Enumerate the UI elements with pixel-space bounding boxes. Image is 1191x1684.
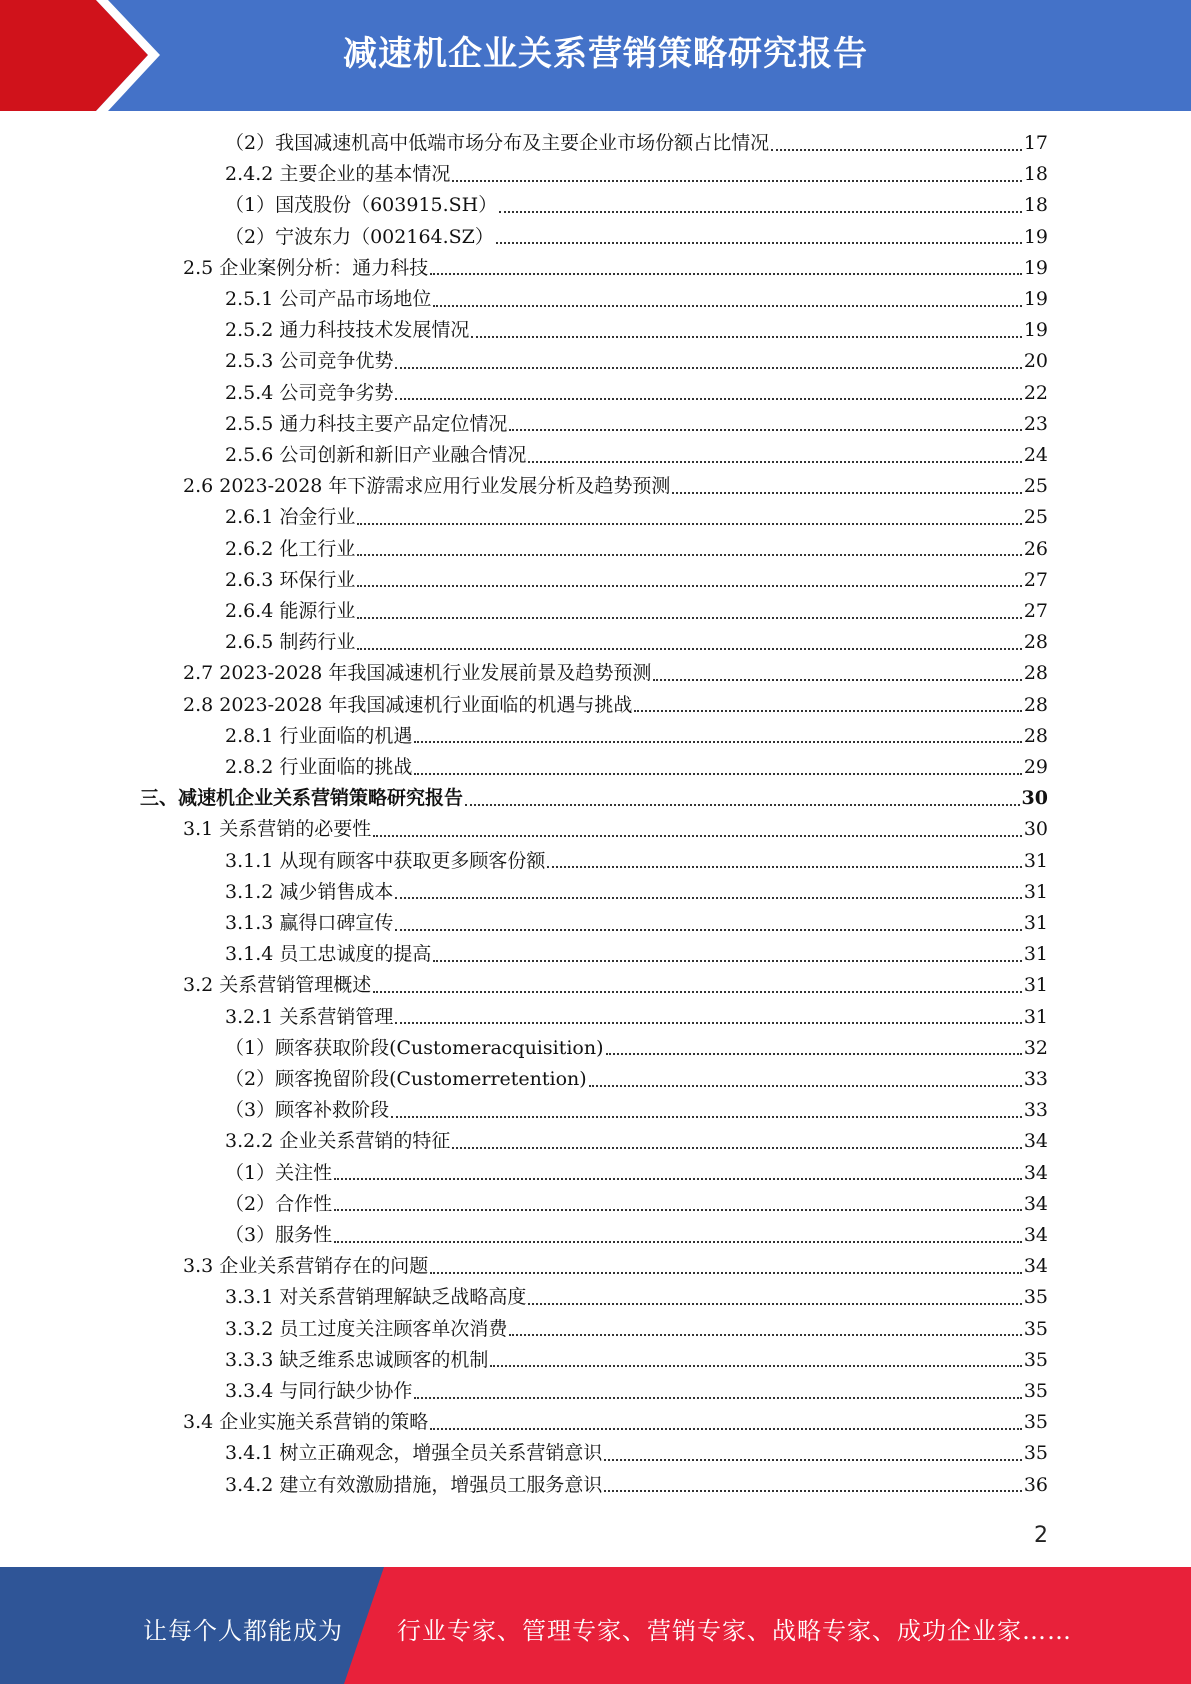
toc-entry-label: （1）关注性: [225, 1161, 333, 1184]
toc-entry-label: 2.5 企业案例分析：通力科技: [183, 256, 429, 279]
toc-entry[interactable]: [225, 1376, 1048, 1407]
toc-entry[interactable]: [225, 190, 1048, 221]
toc-entry[interactable]: [225, 1126, 1048, 1157]
toc-entry-page: 34: [1023, 1224, 1048, 1246]
toc-entry-label: 3.3 企业关系营销存在的问题: [183, 1255, 429, 1278]
toc-entry-label: 2.8.2 行业面临的挑战: [225, 756, 413, 778]
toc-entry-label: 2.6 2023-2028 年下游需求应用行业发展分析及趋势预测: [183, 475, 671, 498]
toc-entry-label: 3.1.4 员工忠诚度的提高: [225, 943, 432, 966]
toc-entry-page: 27: [1023, 600, 1048, 622]
toc-entry-label: 3.1.2 减少销售成本: [225, 880, 394, 903]
toc-entry-label: 3.4 企业实施关系营销的策略: [183, 1411, 429, 1434]
toc-entry-label: 2.5.5 通力科技主要产品定位情况: [225, 412, 508, 435]
toc-entry-label: 2.6.1 冶金行业: [225, 506, 356, 529]
toc-entry-page: 30: [1023, 818, 1048, 841]
toc-entry-page: 34: [1023, 1161, 1048, 1184]
toc-entry-label: 3.2.1 关系营销管理: [225, 1005, 394, 1028]
toc-dot-leader: [395, 367, 1021, 369]
toc-dot-leader: [414, 1397, 1021, 1399]
footer-slogan-right: 行业专家、管理专家、营销专家、战略专家、成功企业家……: [397, 1617, 1072, 1645]
toc-entry-page: 18: [1023, 194, 1048, 217]
toc-entry-label: （2）我国减速机高中低端市场分布及主要企业市场份额占比情况: [225, 132, 770, 154]
toc-dot-leader: [430, 1272, 1022, 1274]
toc-entry-page: 26: [1023, 537, 1048, 560]
toc-entry-label: 3.4.1 树立正确观念，增强全员关系营销意识: [225, 1442, 603, 1465]
toc-entry-label: 2.7 2023-2028 年我国减速机行业发展前景及趋势预测: [183, 662, 652, 685]
footer-slogan-left: 让每个人都能成为: [143, 1617, 343, 1645]
toc-entry-label: 3.4.2 建立有效激励措施，增强员工服务意识: [225, 1473, 603, 1496]
toc-entry[interactable]: [183, 253, 1048, 284]
toc-entry-label: 2.5.1 公司产品市场地位: [225, 288, 432, 310]
toc-entry[interactable]: [225, 627, 1048, 658]
toc-dot-leader: [653, 679, 1021, 681]
toc-entry[interactable]: [225, 1095, 1048, 1126]
header-title: 减速机企业关系营销策略研究报告: [343, 34, 868, 74]
toc-entry[interactable]: [225, 346, 1048, 377]
toc-entry-page: 33: [1023, 1099, 1048, 1122]
toc-entry[interactable]: [225, 1220, 1048, 1251]
toc-entry-label: （1）国茂股份（603915.SH）: [225, 194, 498, 217]
toc-entry-page: 28: [1023, 724, 1048, 747]
toc-entry-label: 3.3.1 对关系营销理解缺乏战略高度: [225, 1286, 527, 1309]
toc-entry-page: 22: [1023, 381, 1048, 404]
toc-entry-label: 3.2 关系营销管理概述: [183, 974, 372, 997]
toc-entry-label: 2.5.6 公司创新和新旧产业融合情况: [225, 444, 527, 466]
toc-entry[interactable]: [183, 658, 1048, 689]
toc-entry-label: 2.4.2 主要企业的基本情况: [225, 163, 451, 186]
toc-entry-page: 19: [1023, 225, 1048, 248]
toc-dot-leader: [373, 835, 1022, 837]
toc-entry-label: 2.8.1 行业面临的机遇: [225, 724, 413, 747]
toc-dot-leader: [589, 1085, 1022, 1087]
toc-entry[interactable]: [225, 721, 1048, 752]
toc-entry-page: 19: [1023, 319, 1048, 342]
toc-entry[interactable]: [225, 1033, 1048, 1064]
toc-dot-leader: [334, 1209, 1022, 1211]
toc-entry-page: 31: [1023, 849, 1048, 872]
toc-dot-leader: [357, 585, 1021, 587]
toc-dot-leader: [357, 648, 1021, 650]
toc-entry[interactable]: [183, 1251, 1048, 1282]
toc-dot-leader: [465, 804, 1020, 806]
toc-entry-page: 31: [1023, 912, 1048, 934]
toc-entry-page: 28: [1023, 631, 1048, 654]
toc-entry[interactable]: [183, 970, 1048, 1001]
toc-entry-label: 2.6.2 化工行业: [225, 537, 356, 560]
toc-entry[interactable]: [225, 502, 1048, 533]
toc-entry[interactable]: [225, 752, 1048, 783]
toc-entry-page: 33: [1023, 1068, 1048, 1090]
toc-entry[interactable]: [225, 565, 1048, 596]
toc-entry-page: 23: [1023, 412, 1048, 435]
toc-entry-page: 25: [1023, 475, 1048, 498]
toc-entry[interactable]: [225, 409, 1048, 440]
toc-dot-leader: [357, 617, 1021, 619]
toc-entry[interactable]: [225, 1314, 1048, 1345]
toc-dot-leader: [528, 1303, 1021, 1305]
toc-entry-page: 24: [1023, 444, 1048, 466]
toc-entry-page: 31: [1023, 943, 1048, 966]
toc-entry-page: 29: [1023, 756, 1048, 778]
toc-entry[interactable]: [225, 908, 1048, 939]
toc-entry-page: 35: [1023, 1411, 1048, 1434]
toc-dot-leader: [634, 710, 1021, 712]
toc-entry-page: 19: [1023, 288, 1048, 310]
toc-entry-label: （3）顾客补救阶段: [225, 1099, 390, 1122]
toc-entry-page: 31: [1023, 880, 1048, 903]
toc-entry-page: 32: [1023, 1036, 1048, 1059]
toc-entry[interactable]: [225, 128, 1048, 159]
toc-dot-leader: [395, 897, 1021, 899]
toc-entry-label: 3.2.2 企业关系营销的特征: [225, 1130, 451, 1153]
toc-dot-leader: [490, 1365, 1021, 1367]
toc-entry[interactable]: [225, 877, 1048, 908]
toc-entry[interactable]: [225, 1282, 1048, 1313]
toc-entry-page: 31: [1023, 974, 1048, 997]
toc-dot-leader: [395, 1022, 1021, 1024]
toc-entry[interactable]: [140, 783, 1048, 814]
toc-dot-leader: [430, 1428, 1022, 1430]
toc-entry[interactable]: [183, 814, 1048, 845]
toc-entry-label: 2.5.3 公司竞争优势: [225, 350, 394, 373]
toc-entry-label: 3.3.2 员工过度关注顾客单次消费: [225, 1317, 508, 1340]
toc-dot-leader: [547, 866, 1021, 868]
toc-entry-label: 3.1.1 从现有顾客中获取更多顾客份额: [225, 849, 546, 872]
toc-dot-leader: [391, 1116, 1022, 1118]
toc-entry[interactable]: [225, 1345, 1048, 1376]
toc-dot-leader: [334, 1241, 1022, 1243]
toc-entry-page: 28: [1023, 693, 1048, 716]
toc-dot-leader: [499, 211, 1022, 213]
toc-entry-label: （2）宁波东力（002164.SZ）: [225, 225, 494, 248]
toc-entry[interactable]: [225, 1189, 1048, 1220]
toc-entry-page: 20: [1023, 350, 1048, 373]
toc-entry[interactable]: [225, 596, 1048, 627]
toc-entry-label: 3.3.3 缺乏维系忠诚顾客的机制: [225, 1348, 489, 1371]
toc-dot-leader: [509, 429, 1021, 431]
toc-dot-leader: [430, 273, 1022, 275]
toc-entry-page: 34: [1023, 1192, 1048, 1215]
toc-entry-page: 36: [1023, 1473, 1048, 1496]
toc-dot-leader: [414, 773, 1021, 775]
toc-entry-label: （2）合作性: [225, 1192, 333, 1215]
toc-dot-leader: [395, 929, 1021, 931]
toc-dot-leader: [452, 1147, 1021, 1149]
toc-entry[interactable]: [183, 690, 1048, 721]
toc-entry[interactable]: [225, 440, 1048, 471]
toc-entry[interactable]: [225, 1438, 1048, 1469]
toc-entry-label: （2）顾客挽留阶段(Customerretention): [225, 1068, 587, 1090]
toc-entry-page: 30: [1021, 787, 1048, 810]
toc-entry-page: 17: [1023, 132, 1048, 154]
toc-entry[interactable]: [225, 1158, 1048, 1189]
toc-entry-label: 2.6.5 制药行业: [225, 631, 356, 654]
toc-entry-label: 3.1 关系营销的必要性: [183, 818, 372, 841]
toc-entry[interactable]: [225, 1002, 1048, 1033]
toc-entry-page: 31: [1023, 1005, 1048, 1028]
toc-entry[interactable]: [225, 1470, 1048, 1501]
toc-entry-page: 34: [1023, 1255, 1048, 1278]
toc-entry-page: 19: [1023, 256, 1048, 279]
toc-dot-leader: [357, 523, 1021, 525]
toc-dot-leader: [433, 960, 1021, 962]
toc-dot-leader: [433, 305, 1021, 307]
toc-entry-page: 35: [1023, 1317, 1048, 1340]
toc-entry-label: 2.6.3 环保行业: [225, 568, 356, 591]
toc-entry-label: （1）顾客获取阶段(Customeracquisition): [225, 1036, 604, 1059]
toc-dot-leader: [452, 180, 1021, 182]
toc-entry[interactable]: [225, 534, 1048, 565]
toc-dot-leader: [771, 149, 1022, 151]
toc-dot-leader: [509, 1334, 1021, 1336]
toc-entry[interactable]: [183, 471, 1048, 502]
toc-entry[interactable]: [225, 284, 1048, 315]
toc-dot-leader: [373, 991, 1022, 993]
toc-entry-label: 2.6.4 能源行业: [225, 600, 356, 622]
toc-dot-leader: [604, 1490, 1021, 1492]
toc-dot-leader: [606, 1053, 1022, 1055]
toc-dot-leader: [395, 398, 1021, 400]
toc-entry[interactable]: [225, 846, 1048, 877]
toc-entry-label: 2.8 2023-2028 年我国减速机行业面临的机遇与挑战: [183, 693, 633, 716]
toc-dot-leader: [471, 336, 1021, 338]
toc-entry[interactable]: [225, 939, 1048, 970]
toc-entry-page: 25: [1023, 506, 1048, 529]
toc-entry-page: 18: [1023, 163, 1048, 186]
toc-dot-leader: [334, 1178, 1022, 1180]
toc-entry[interactable]: [225, 159, 1048, 190]
toc-entry-label: 2.5.4 公司竞争劣势: [225, 381, 394, 404]
toc-entry[interactable]: [225, 222, 1048, 253]
page-footer: [0, 1567, 1191, 1684]
toc-entry[interactable]: [183, 1407, 1048, 1438]
toc-entry-page: 28: [1023, 662, 1048, 685]
toc-entry-label: 三、减速机企业关系营销策略研究报告: [140, 787, 464, 810]
toc-entry[interactable]: [225, 1064, 1048, 1095]
toc-entry-label: 3.3.4 与同行缺少协作: [225, 1380, 413, 1402]
toc-entry[interactable]: [225, 315, 1048, 346]
toc-dot-leader: [604, 1459, 1021, 1461]
page-number: 2: [1034, 1523, 1048, 1548]
toc-dot-leader: [496, 242, 1022, 244]
toc-entry-page: 35: [1023, 1442, 1048, 1465]
toc-dot-leader: [414, 741, 1021, 743]
toc-entry-page: 34: [1023, 1130, 1048, 1153]
toc-entry-label: 2.5.2 通力科技技术发展情况: [225, 319, 470, 342]
toc-entry-label: 3.1.3 赢得口碑宣传: [225, 912, 394, 934]
toc-entry-label: （3）服务性: [225, 1224, 333, 1246]
toc-entry-page: 35: [1023, 1348, 1048, 1371]
toc-entry[interactable]: [225, 378, 1048, 409]
toc-entry-page: 35: [1023, 1380, 1048, 1402]
toc-entry-page: 27: [1023, 568, 1048, 591]
toc-dot-leader: [357, 554, 1021, 556]
toc-dot-leader: [672, 492, 1021, 494]
toc-entry-page: 35: [1023, 1286, 1048, 1309]
toc-dot-leader: [528, 461, 1021, 463]
page-header: [0, 0, 1191, 111]
